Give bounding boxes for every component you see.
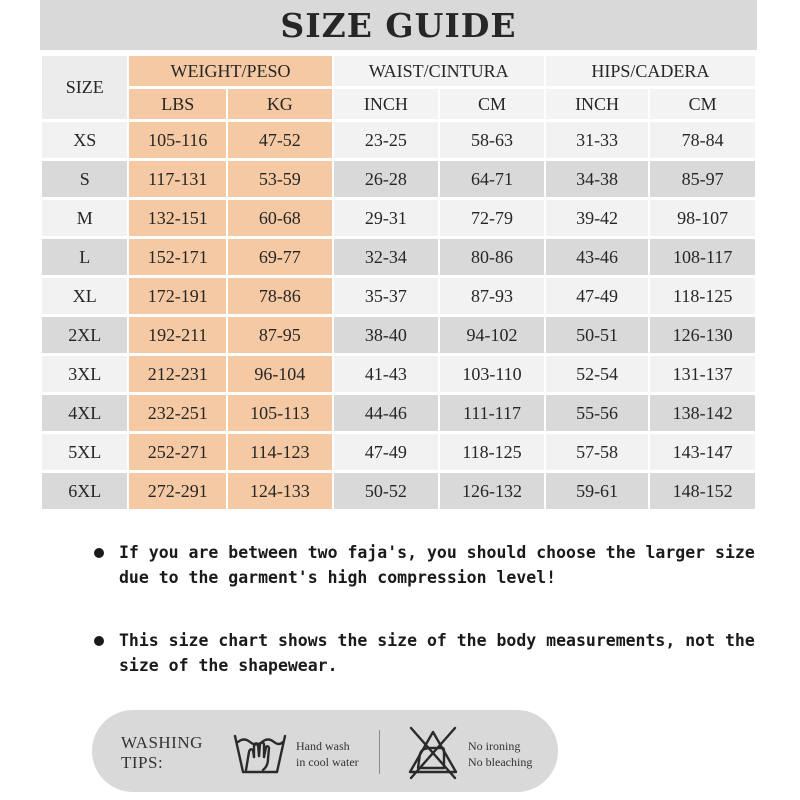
table-row [42, 395, 755, 431]
size-cell: S [42, 161, 127, 197]
hips-inch-cell: 50-51 [546, 317, 649, 353]
waist-cm-unit-header: CM [440, 89, 544, 119]
kg-unit-header: KG [228, 89, 332, 119]
table-row [42, 200, 755, 236]
no-ironing-text: No ironing [468, 739, 521, 753]
hips-cm-cell: 85-97 [650, 161, 755, 197]
waist-inch-cell: 38-40 [334, 317, 439, 353]
kg-cell: 60-68 [228, 200, 332, 236]
hips-inch-cell: 57-58 [546, 434, 649, 470]
waist-cm-cell: 58-63 [440, 122, 544, 158]
waist-cm-cell: 94-102 [440, 317, 544, 353]
lbs-cell: 232-251 [129, 395, 226, 431]
lbs-unit-header: LBS [129, 89, 226, 119]
hand-wash-line1: Hand wash [296, 739, 350, 753]
kg-cell: 105-113 [228, 395, 332, 431]
hips-cm-cell: 108-117 [650, 239, 755, 275]
header-row-units [42, 89, 755, 119]
title-bar [40, 0, 757, 50]
hips-inch-cell: 59-61 [546, 473, 649, 509]
lbs-cell: 132-151 [129, 200, 226, 236]
waist-cm-cell: 72-79 [440, 200, 544, 236]
bullet-icon [94, 548, 104, 558]
kg-cell: 78-86 [228, 278, 332, 314]
waist-group-header: WAIST/CINTURA [334, 56, 544, 86]
note-item [92, 628, 759, 678]
bullet-icon [94, 636, 104, 646]
size-cell: 4XL [42, 395, 127, 431]
no-iron-no-bleach-icon [406, 724, 460, 780]
table-row [42, 473, 755, 509]
kg-cell: 69-77 [228, 239, 332, 275]
note-item [92, 540, 759, 590]
waist-cm-cell: 103-110 [440, 356, 544, 392]
size-cell: 6XL [42, 473, 127, 509]
note-text: If you are between two faja's, you should choose the larger size due to the garment's high compression level! [119, 543, 755, 587]
table-row [42, 122, 755, 158]
hips-inch-cell: 31-33 [546, 122, 649, 158]
lbs-cell: 252-271 [129, 434, 226, 470]
hips-cm-cell: 131-137 [650, 356, 755, 392]
table-row [42, 434, 755, 470]
size-cell: XL [42, 278, 127, 314]
washing-tips-panel [92, 710, 558, 792]
waist-cm-cell: 111-117 [440, 395, 544, 431]
hips-cm-cell: 143-147 [650, 434, 755, 470]
table-row [42, 278, 755, 314]
lbs-cell: 117-131 [129, 161, 226, 197]
no-iron-text [468, 738, 548, 770]
divider [379, 730, 380, 774]
size-cell: 5XL [42, 434, 127, 470]
size-cell: L [42, 239, 127, 275]
kg-cell: 114-123 [228, 434, 332, 470]
kg-cell: 96-104 [228, 356, 332, 392]
hips-inch-cell: 52-54 [546, 356, 649, 392]
size-column-header: SIZE [42, 56, 127, 119]
kg-cell: 47-52 [228, 122, 332, 158]
size-cell: XS [42, 122, 127, 158]
hips-cm-cell: 78-84 [650, 122, 755, 158]
hips-cm-cell: 98-107 [650, 200, 755, 236]
kg-cell: 53-59 [228, 161, 332, 197]
waist-inch-cell: 44-46 [334, 395, 439, 431]
lbs-cell: 192-211 [129, 317, 226, 353]
waist-cm-cell: 80-86 [440, 239, 544, 275]
lbs-cell: 105-116 [129, 122, 226, 158]
lbs-cell: 172-191 [129, 278, 226, 314]
hips-inch-cell: 55-56 [546, 395, 649, 431]
hips-cm-unit-header: CM [650, 89, 755, 119]
hips-inch-cell: 47-49 [546, 278, 649, 314]
hips-cm-cell: 138-142 [650, 395, 755, 431]
hand-wash-text [296, 738, 366, 770]
table-row [42, 317, 755, 353]
lbs-cell: 212-231 [129, 356, 226, 392]
kg-cell: 87-95 [228, 317, 332, 353]
hips-inch-unit-header: INCH [546, 89, 649, 119]
hand-wash-line2: in cool water [296, 755, 359, 769]
waist-cm-cell: 118-125 [440, 434, 544, 470]
size-cell: 2XL [42, 317, 127, 353]
waist-cm-cell: 87-93 [440, 278, 544, 314]
table-row [42, 239, 755, 275]
weight-group-header: WEIGHT/PESO [129, 56, 331, 86]
waist-inch-cell: 50-52 [334, 473, 439, 509]
waist-inch-cell: 29-31 [334, 200, 439, 236]
waist-inch-cell: 41-43 [334, 356, 439, 392]
hips-cm-cell: 118-125 [650, 278, 755, 314]
washing-label-line2: TIPS: [121, 753, 164, 772]
waist-inch-cell: 23-25 [334, 122, 439, 158]
washing-tips-label [121, 733, 221, 773]
table-row [42, 356, 755, 392]
hips-group-header: HIPS/CADERA [546, 56, 755, 86]
waist-cm-cell: 64-71 [440, 161, 544, 197]
hips-cm-cell: 148-152 [650, 473, 755, 509]
size-table [40, 53, 757, 512]
note-text: This size chart shows the size of the body measurements, not the size of the shapewear. [119, 631, 755, 675]
kg-cell: 124-133 [228, 473, 332, 509]
page-title: SIZE GUIDE [280, 5, 517, 45]
waist-inch-cell: 26-28 [334, 161, 439, 197]
hips-inch-cell: 39-42 [546, 200, 649, 236]
hips-inch-cell: 34-38 [546, 161, 649, 197]
size-cell: M [42, 200, 127, 236]
hips-cm-cell: 126-130 [650, 317, 755, 353]
waist-inch-unit-header: INCH [334, 89, 439, 119]
no-bleaching-text: No bleaching [468, 755, 533, 769]
hips-inch-cell: 43-46 [546, 239, 649, 275]
waist-cm-cell: 126-132 [440, 473, 544, 509]
header-row-groups [42, 56, 755, 86]
waist-inch-cell: 35-37 [334, 278, 439, 314]
washing-label-line1: WASHING [121, 733, 203, 752]
hand-wash-basin-icon [232, 726, 288, 776]
size-cell: 3XL [42, 356, 127, 392]
table-row [42, 161, 755, 197]
waist-inch-cell: 47-49 [334, 434, 439, 470]
waist-inch-cell: 32-34 [334, 239, 439, 275]
lbs-cell: 272-291 [129, 473, 226, 509]
lbs-cell: 152-171 [129, 239, 226, 275]
